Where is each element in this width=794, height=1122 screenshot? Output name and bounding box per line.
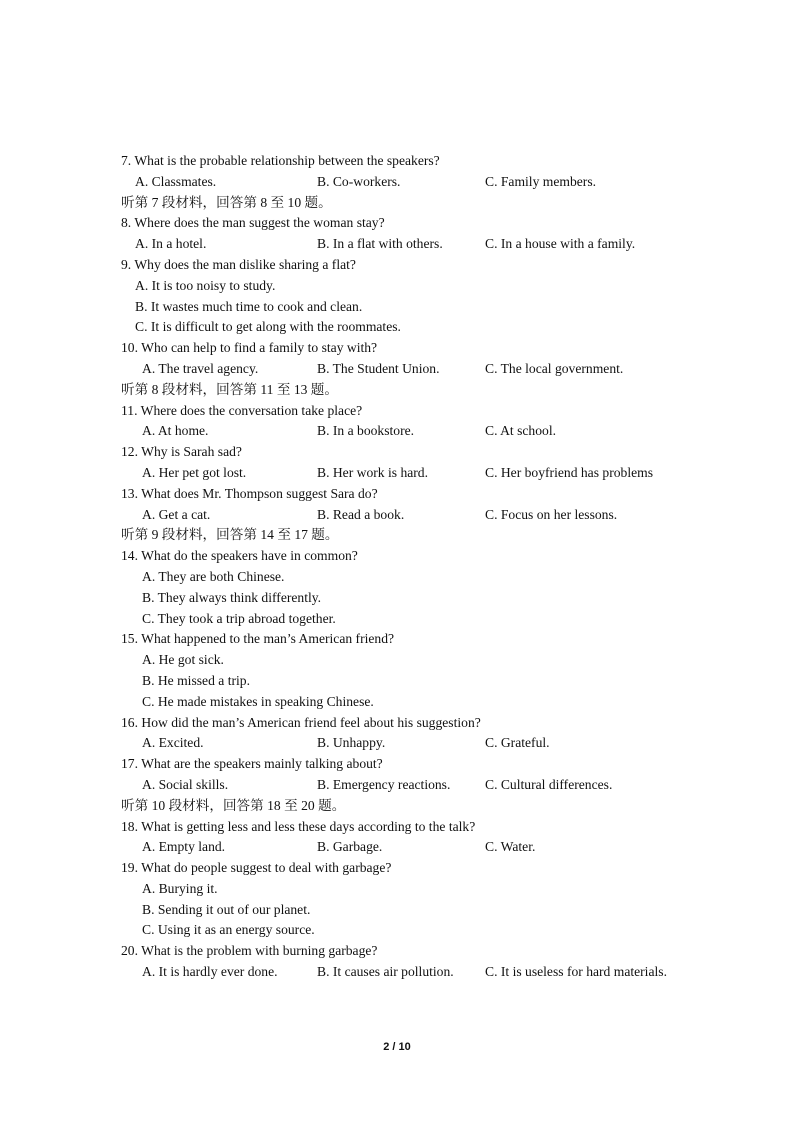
answer-option-a: A. In a hotel. bbox=[135, 236, 207, 252]
answer-option-b: B. Garbage. bbox=[317, 839, 383, 855]
option-row bbox=[121, 172, 721, 193]
option-line bbox=[121, 567, 721, 588]
answer-option-c: C. Focus on her lessons. bbox=[485, 506, 618, 522]
option-row bbox=[121, 837, 721, 858]
answer-option: C. He made mistakes in speaking Chinese. bbox=[142, 693, 374, 709]
answer-option-b: B. Co-workers. bbox=[317, 173, 401, 189]
answer-option-a: A. Excited. bbox=[142, 735, 204, 751]
question-text: 17. What are the speakers mainly talking about? bbox=[121, 756, 383, 772]
question-text: 18. What is getting less and less these days according to the talk? bbox=[121, 818, 476, 834]
question-text: 8. Where does the man suggest the woman stay? bbox=[121, 215, 385, 231]
option-line bbox=[121, 609, 721, 630]
option-row bbox=[121, 775, 721, 796]
question-text: 19. What do people suggest to deal with garbage? bbox=[121, 860, 392, 876]
answer-option: B. It wastes much time to cook and clean. bbox=[135, 298, 363, 314]
question-text: 13. What does Mr. Thompson suggest Sara do? bbox=[121, 485, 378, 501]
question-text: 12. Why is Sarah sad? bbox=[121, 444, 242, 460]
answer-option-a: A. Her pet got lost. bbox=[142, 464, 247, 480]
answer-option-a: A. Classmates. bbox=[135, 173, 217, 189]
question-text: 10. Who can help to find a family to stay with? bbox=[121, 340, 378, 356]
section-instruction: 听第 10 段材料，回答第 18 至 20 题。 bbox=[121, 797, 346, 813]
answer-option-b: B. In a bookstore. bbox=[317, 423, 415, 439]
option-row bbox=[121, 234, 721, 255]
answer-option-b: B. It causes air pollution. bbox=[317, 964, 454, 980]
answer-option-c: C. Cultural differences. bbox=[485, 776, 613, 792]
question-text: 14. What do the speakers have in common? bbox=[121, 548, 358, 564]
answer-option-a: A. It is hardly ever done. bbox=[142, 964, 278, 980]
question-text: 9. Why does the man dislike sharing a flat? bbox=[121, 256, 356, 272]
option-row bbox=[121, 962, 721, 983]
answer-option: B. They always think differently. bbox=[142, 589, 322, 605]
answer-option-c: C. The local government. bbox=[485, 360, 624, 376]
question-text: 7. What is the probable relationship between the speakers? bbox=[121, 153, 440, 168]
answer-option-b: B. Her work is hard. bbox=[317, 464, 428, 480]
answer-option-a: A. Get a cat. bbox=[142, 506, 211, 522]
option-line bbox=[121, 650, 721, 671]
answer-option-c: C. Her boyfriend has problems bbox=[485, 464, 653, 480]
question-text: 20. What is the problem with burning garbage? bbox=[121, 943, 378, 959]
option-line bbox=[121, 879, 721, 900]
answer-option-c: C. At school. bbox=[485, 423, 556, 439]
answer-option: C. It is difficult to get along with the roommates. bbox=[135, 319, 401, 335]
answer-option-a: A. Social skills. bbox=[142, 776, 229, 792]
answer-option-b: B. The Student Union. bbox=[317, 360, 440, 376]
answer-option-c: C. In a house with a family. bbox=[485, 236, 636, 252]
answer-option: C. Using it as an energy source. bbox=[142, 922, 315, 938]
option-row bbox=[121, 505, 721, 526]
answer-option: A. Burying it. bbox=[142, 880, 218, 896]
question-text: 11. Where does the conversation take place? bbox=[121, 402, 363, 418]
answer-option-c: C. Grateful. bbox=[485, 735, 550, 751]
option-line bbox=[121, 588, 721, 609]
section-instruction: 听第 9 段材料，回答第 14 至 17 题。 bbox=[121, 527, 339, 543]
option-row bbox=[121, 359, 721, 380]
option-row bbox=[121, 733, 721, 754]
answer-option: A. It is too noisy to study. bbox=[135, 277, 276, 293]
exam-content bbox=[121, 151, 721, 983]
answer-option: C. They took a trip abroad together. bbox=[142, 610, 336, 626]
option-line bbox=[121, 920, 721, 941]
answer-option-a: A. Empty land. bbox=[142, 839, 226, 855]
answer-option-b: B. In a flat with others. bbox=[317, 236, 443, 252]
answer-option: A. He got sick. bbox=[142, 652, 224, 668]
answer-option-a: A. The travel agency. bbox=[142, 360, 259, 376]
option-row bbox=[121, 421, 721, 442]
answer-option-b: B. Read a book. bbox=[317, 506, 405, 522]
answer-option-a: A. At home. bbox=[142, 423, 209, 439]
option-line bbox=[121, 276, 721, 297]
section-instruction: 听第 8 段材料，回答第 11 至 13 题。 bbox=[121, 381, 338, 397]
section-instruction: 听第 7 段材料，回答第 8 至 10 题。 bbox=[121, 194, 332, 210]
answer-option-b: B. Unhappy. bbox=[317, 735, 386, 751]
answer-option: B. Sending it out of our planet. bbox=[142, 901, 311, 917]
option-line bbox=[121, 317, 721, 338]
question-text: 16. How did the man’s American friend feel about his suggestion? bbox=[121, 714, 481, 730]
answer-option-c: C. Water. bbox=[485, 839, 536, 855]
question-text: 15. What happened to the man’s American friend? bbox=[121, 631, 395, 647]
answer-option-b: B. Emergency reactions. bbox=[317, 776, 451, 792]
answer-option: A. They are both Chinese. bbox=[142, 568, 285, 584]
option-row bbox=[121, 463, 721, 484]
option-line bbox=[121, 297, 721, 318]
page-number: 2 / 10 bbox=[383, 1041, 411, 1053]
option-line bbox=[121, 671, 721, 692]
answer-option: B. He missed a trip. bbox=[142, 672, 250, 688]
answer-option-c: C. Family members. bbox=[485, 173, 597, 189]
answer-option-c: C. It is useless for hard materials. bbox=[485, 964, 667, 980]
option-line bbox=[121, 692, 721, 713]
option-line bbox=[121, 900, 721, 921]
